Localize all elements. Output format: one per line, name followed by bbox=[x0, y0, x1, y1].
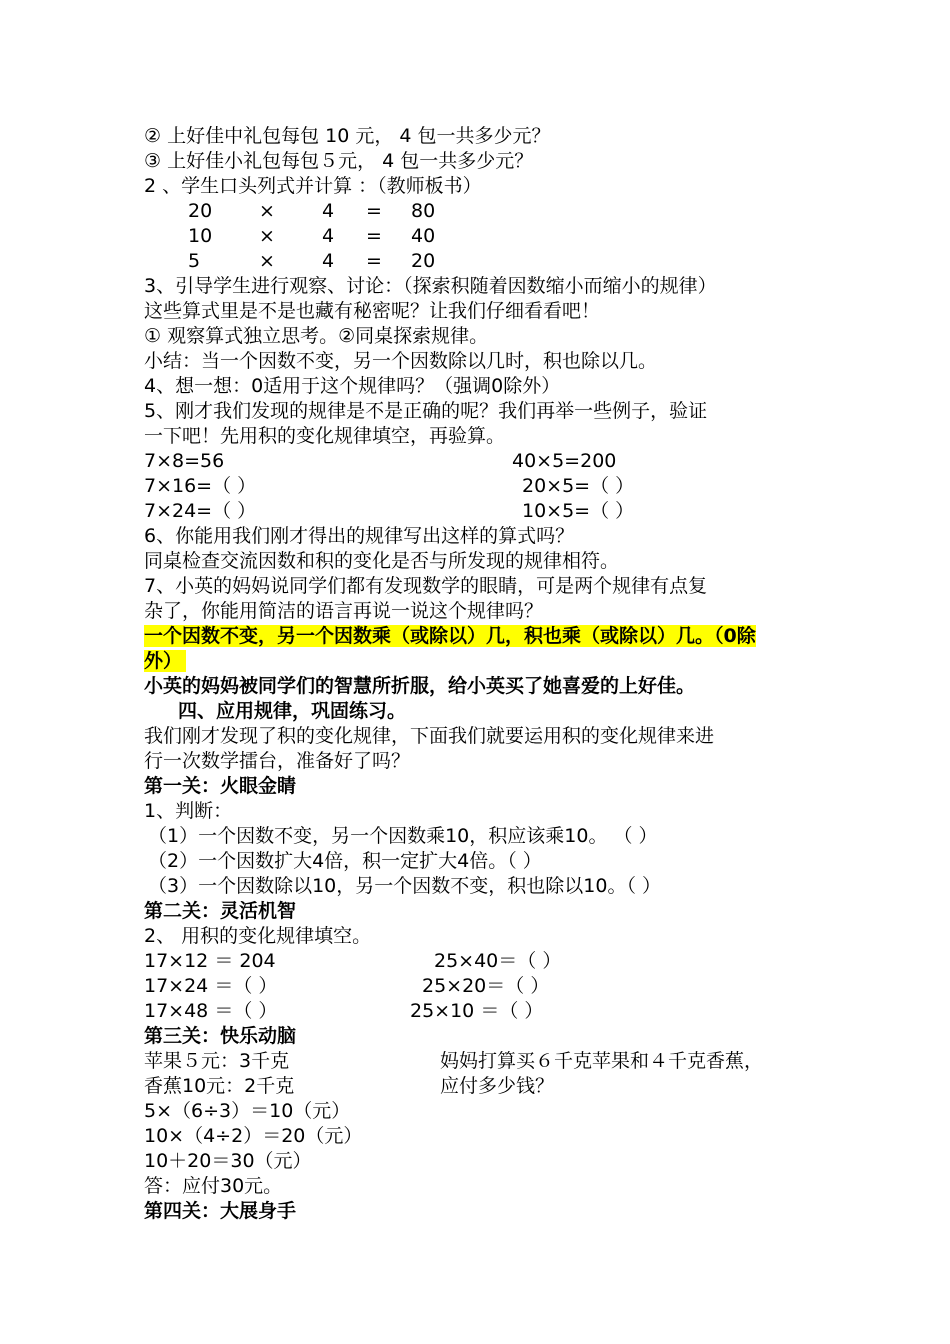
judge-heading: 1、判断： bbox=[144, 800, 233, 822]
section-heading: 四、应用规律，巩固练习。 bbox=[178, 700, 407, 722]
fill-heading: 2、 用积的变化规律填空。 bbox=[144, 925, 372, 947]
deskmate-text: 同桌检查交流因数和积的变化是否与所发现的规律相符。 bbox=[144, 550, 620, 572]
level-2-heading: 第二关：灵活机智 bbox=[144, 900, 297, 922]
verify-equation: 20×5=（ ） bbox=[522, 475, 635, 497]
solution-step: 5×（6÷3）＝10（元） bbox=[144, 1100, 351, 1122]
level-4-heading: 第四关：大展身手 bbox=[144, 1200, 297, 1222]
step-7-continued: 杂了，你能用简洁的语言再说一说这个规律吗？ bbox=[144, 600, 544, 622]
question-3: ③ 上好佳小礼包每包５元， 4 包一共多少元？ bbox=[144, 150, 534, 172]
fill-equation: 25×10 ＝（ ） bbox=[410, 1000, 544, 1022]
level-3-heading: 第三关：快乐动脑 bbox=[144, 1025, 297, 1047]
solution-step: 10＋20＝30（元） bbox=[144, 1150, 312, 1172]
intro-text: 我们刚才发现了积的变化规律，下面我们就要运用积的变化规律来进 bbox=[144, 725, 715, 747]
verify-equation: 10×5=（ ） bbox=[522, 500, 635, 522]
verify-equation: 7×24=（ ） bbox=[144, 500, 257, 522]
step-5-continued: 一下吧！先用积的变化规律填空，再验算。 bbox=[144, 425, 506, 447]
reward-text: 小英的妈妈被同学们的智慧所折服，给小英买了她喜爱的上好佳。 bbox=[144, 675, 696, 697]
intro-text-continued: 行一次数学擂台，准备好了吗？ bbox=[144, 750, 411, 772]
summary-text: 小结：当一个因数不变，另一个因数除以几时，积也除以几。 bbox=[144, 350, 658, 372]
fill-equation: 25×20＝（ ） bbox=[422, 975, 550, 997]
apple-price: 苹果５元：3千克 bbox=[144, 1050, 290, 1072]
banana-price: 香蕉10元：2千克 bbox=[144, 1075, 295, 1097]
rule-highlight-continued: 外） bbox=[144, 649, 186, 673]
step-5: 5、刚才我们发现的规律是不是正确的呢？我们再举一些例子，验证 bbox=[144, 400, 708, 422]
fill-equation: 17×48 ＝（ ） bbox=[144, 1000, 278, 1022]
prompt-text: 这些算式里是不是也藏有秘密呢？让我们仔细看看吧！ bbox=[144, 300, 601, 322]
step-2: 2 、学生口头列式并计算 ：（教师板书） bbox=[144, 175, 482, 197]
word-problem-continued: 应付多少钱？ bbox=[440, 1075, 555, 1097]
level-1-heading: 第一关：火眼金睛 bbox=[144, 775, 297, 797]
rule-highlight: 一个因数不变，另一个因数乘（或除以）几，积也乘（或除以）几。（0除 bbox=[144, 625, 756, 647]
step-3: 3、引导学生进行观察、讨论：（探索积随着因数缩小而缩小的规律） bbox=[144, 275, 717, 297]
step-4: 4、想一想：0适用于这个规律吗？（强调0除外） bbox=[144, 375, 561, 397]
word-problem: 妈妈打算买６千克苹果和４千克香蕉， bbox=[440, 1050, 764, 1072]
step-6: 6、你能用我们刚才得出的规律写出这样的算式吗？ bbox=[144, 525, 575, 547]
fill-equation: 25×40＝（ ） bbox=[434, 950, 562, 972]
verify-equation: 7×16=（ ） bbox=[144, 475, 257, 497]
verify-equation: 7×8=56 bbox=[144, 450, 225, 472]
question-2: ② 上好佳中礼包每包 10 元， 4 包一共多少元？ bbox=[144, 125, 551, 147]
verify-equation: 40×5=200 bbox=[512, 450, 617, 472]
fill-equation: 17×24 ＝（ ） bbox=[144, 975, 278, 997]
observe-text: ① 观察算式独立思考。②同桌探索规律。 bbox=[144, 325, 489, 347]
solution-step: 10×（4÷2）＝20（元） bbox=[144, 1125, 363, 1147]
answer-text: 答：应付30元。 bbox=[144, 1175, 283, 1197]
judge-item: （2）一个因数扩大4倍，积一定扩大4倍。（ ） bbox=[148, 850, 542, 872]
document-page: ② 上好佳中礼包每包 10 元， 4 包一共多少元？ ③ 上好佳小礼包每包５元， 4 包一共多少元？ 2 、学生口头列式并计算 ：（教师板书） 20 × 4 = 80 10 × 4 = 40 5 × 4 = 20 3、引导学生进行观察、讨论：（探索积随着因数缩小而缩小的规律） 这些算式里是不是也藏有秘密呢？让我们仔细看看吧！ ① 观察算式独立思考。②同桌探索规律。 小结：当一个因数不变，另一个因数除以几时，积也除以几。 4、想一想：0适用于这个规律吗？（强调0除外） 5、刚才我们发现的规律是不是正确的呢？我们再举一些例子，验证 一下吧！先用积的变化规律填空，再验算。 7×8=56 40×5=200 7×16=（ ） 20×5=（ ） 7×24=（ ） 10×5=（ ） 6、你能用我们刚才得出的规律写出这样的算式吗？ 同桌检查交流因数和积的变化是否与所发现的规律相符。 7、小英的妈妈说同学们都有发现数学的眼睛，可是两个规律有点复 杂了，你能用简洁的语言再说一说这个规律吗？ 一个因数不变，另一个因数乘（或除以）几，积也乘（或除以）几。（0除 外） 小英的妈妈被同学们的智慧所折服，给小英买了她喜爱的上好佳。 四、应用规律，巩固练习。 我们刚才发现了积的变化规律，下面我们就要运用积的变化规律来进 行一次数学擂台，准备好了吗？ 第一关：火眼金睛 1、判断： （1）一个因数不变，另一个因数乘10，积应该乘10。 （ ） （2）一个因数扩大4倍，积一定扩大4倍。（ ） （3）一个因数除以10，另一个因数不变，积也除以10。（ ） 第二关：灵活机智 2、 用积的变化规律填空。 17×12 ＝ 204 25×40＝（ ） 17×24 ＝（ ） 25×20＝（ ） 17×48 ＝（ ） 25×10 ＝（ ） 第三关：快乐动脑 苹果５元：3千克 香蕉10元：2千克 妈妈打算买６千克苹果和４千克香蕉， 应付多少钱？ 5×（6÷3）＝10（元） 10×（4÷2）＝20（元） 10＋20＝30（元） 答：应付30元。 第四关：大展身手 bbox=[144, 125, 764, 1222]
judge-item: （1）一个因数不变，另一个因数乘10，积应该乘10。 （ ） bbox=[148, 825, 658, 847]
step-7: 7、小英的妈妈说同学们都有发现数学的眼睛，可是两个规律有点复 bbox=[144, 575, 708, 597]
fill-equation: 17×12 ＝ 204 bbox=[144, 950, 276, 972]
judge-item: （3）一个因数除以10，另一个因数不变，积也除以10。（ ） bbox=[148, 875, 661, 897]
